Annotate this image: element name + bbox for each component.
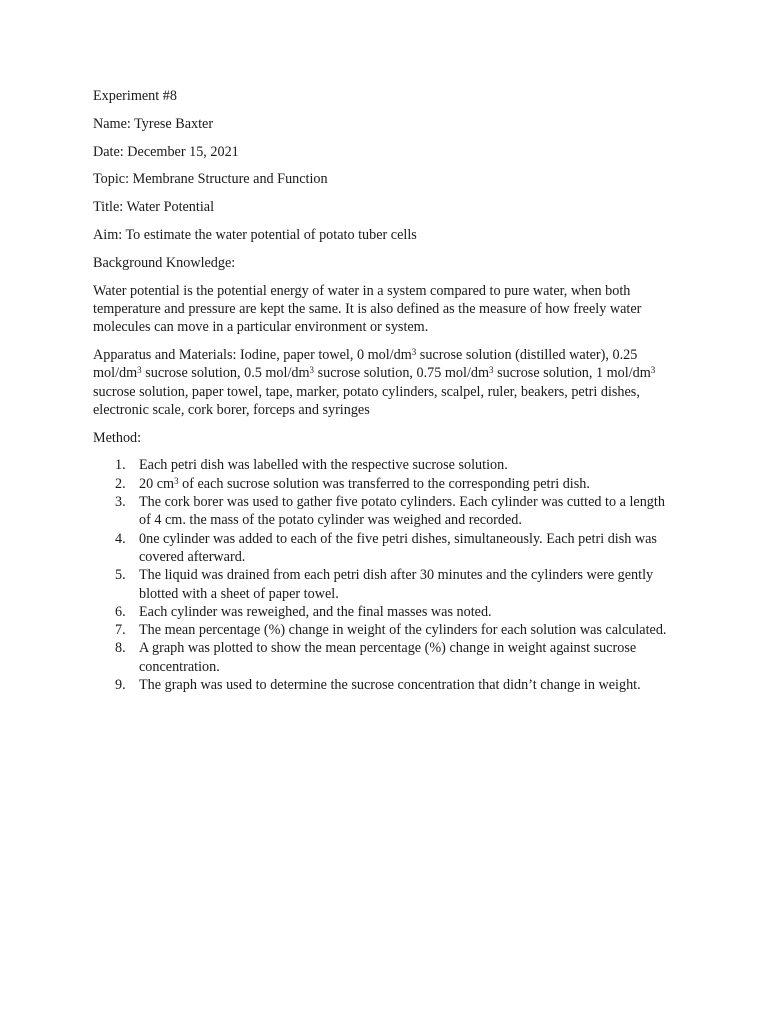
document-body bbox=[93, 87, 678, 694]
step-text: 0ne cylinder was added to each of the five petri dishes, simultaneously. Each petri dish was covered afterward. bbox=[139, 530, 657, 565]
apparatus-sup-4: 3 bbox=[489, 365, 494, 376]
step-text: The mean percentage (%) change in weight of the cylinders for each solution was calculated. bbox=[139, 622, 667, 639]
apparatus-text-3: sucrose solution, 0.5 mol/dm bbox=[141, 365, 310, 382]
aim: Aim: To estimate the water potential of potato tuber cells bbox=[93, 226, 417, 243]
step-text bbox=[139, 476, 590, 492]
background-heading: Background Knowledge: bbox=[93, 254, 236, 271]
title: Title: Water Potential bbox=[93, 199, 215, 216]
step-number: 6. bbox=[115, 603, 126, 620]
method-step bbox=[93, 676, 678, 694]
apparatus-sup-5: 3 bbox=[650, 365, 656, 376]
method-step bbox=[93, 530, 678, 567]
step-number: 8. bbox=[115, 640, 126, 657]
apparatus-sup-1: 3 bbox=[411, 346, 417, 357]
method-step bbox=[93, 621, 678, 639]
step-text-part-b: of each sucrose solution was transferred to the corresponding petri dish. bbox=[178, 475, 590, 492]
apparatus-text-5: sucrose solution, 1 mol/dm bbox=[493, 365, 651, 382]
method-step bbox=[93, 493, 678, 530]
apparatus-text-2: sucrose solution (distilled water), 0.25 mol/dm bbox=[93, 346, 638, 382]
step-text: A graph was plotted to show the mean percentage (%) change in weight against sucrose concentration. bbox=[139, 640, 637, 675]
method-step bbox=[93, 566, 678, 603]
step-text: The liquid was drained from each petri dish after 30 minutes and the cylinders were gently blotted with a sheet of paper towel. bbox=[139, 567, 654, 602]
method-list bbox=[93, 456, 678, 694]
method-step bbox=[93, 639, 678, 676]
step-number: 7. bbox=[115, 622, 126, 639]
apparatus-sup-2: 3 bbox=[137, 365, 142, 376]
report-date: Date: December 15, 2021 bbox=[93, 143, 239, 160]
topic: Topic: Membrane Structure and Function bbox=[93, 171, 328, 188]
apparatus-text-4: sucrose solution, 0.75 mol/dm bbox=[314, 365, 490, 382]
step-number: 5. bbox=[115, 567, 126, 584]
step-number: 2. bbox=[115, 475, 126, 492]
step-text: The graph was used to determine the sucrose concentration that didn’t change in weight. bbox=[139, 677, 641, 694]
method-heading: Method: bbox=[93, 429, 142, 446]
step-text-part-a: 20 cm bbox=[139, 475, 175, 492]
step-sup: 3 bbox=[174, 475, 179, 486]
step-number: 3. bbox=[115, 494, 126, 511]
method-step bbox=[93, 456, 678, 474]
step-text: Each cylinder was reweighed, and the final masses was noted. bbox=[139, 603, 492, 620]
background-paragraph: Water potential is the potential energy of water in a system compared to pure water, when both temperature and pressure are kept the same. It is also defined as the measure of how freely water molecules can move in a particular environment or system. bbox=[93, 282, 642, 336]
experiment-number: Experiment #8 bbox=[93, 88, 177, 104]
method-step bbox=[93, 603, 678, 621]
step-text: The cork borer was used to gather five potato cylinders. Each cylinder was cutted to a length of 4 cm. the mass of the potato cylinder was weighed and recorded. bbox=[139, 494, 665, 529]
apparatus-sup-3: 3 bbox=[309, 365, 315, 376]
step-number: 1. bbox=[115, 457, 126, 474]
method-step bbox=[93, 475, 678, 493]
apparatus-paragraph bbox=[93, 346, 678, 419]
step-number: 9. bbox=[115, 677, 126, 694]
step-text: Each petri dish was labelled with the respective sucrose solution. bbox=[139, 457, 508, 474]
student-name: Name: Tyrese Baxter bbox=[93, 115, 214, 132]
apparatus-text-6: sucrose solution, paper towel, tape, marker, potato cylinders, scalpel, ruler, beakers, petri dishes, electronic scale, cork borer, forceps and syringes bbox=[93, 383, 640, 418]
apparatus-text-1: Apparatus and Materials: Iodine, paper towel, 0 mol/dm bbox=[93, 346, 412, 363]
step-number: 4. bbox=[115, 530, 126, 547]
